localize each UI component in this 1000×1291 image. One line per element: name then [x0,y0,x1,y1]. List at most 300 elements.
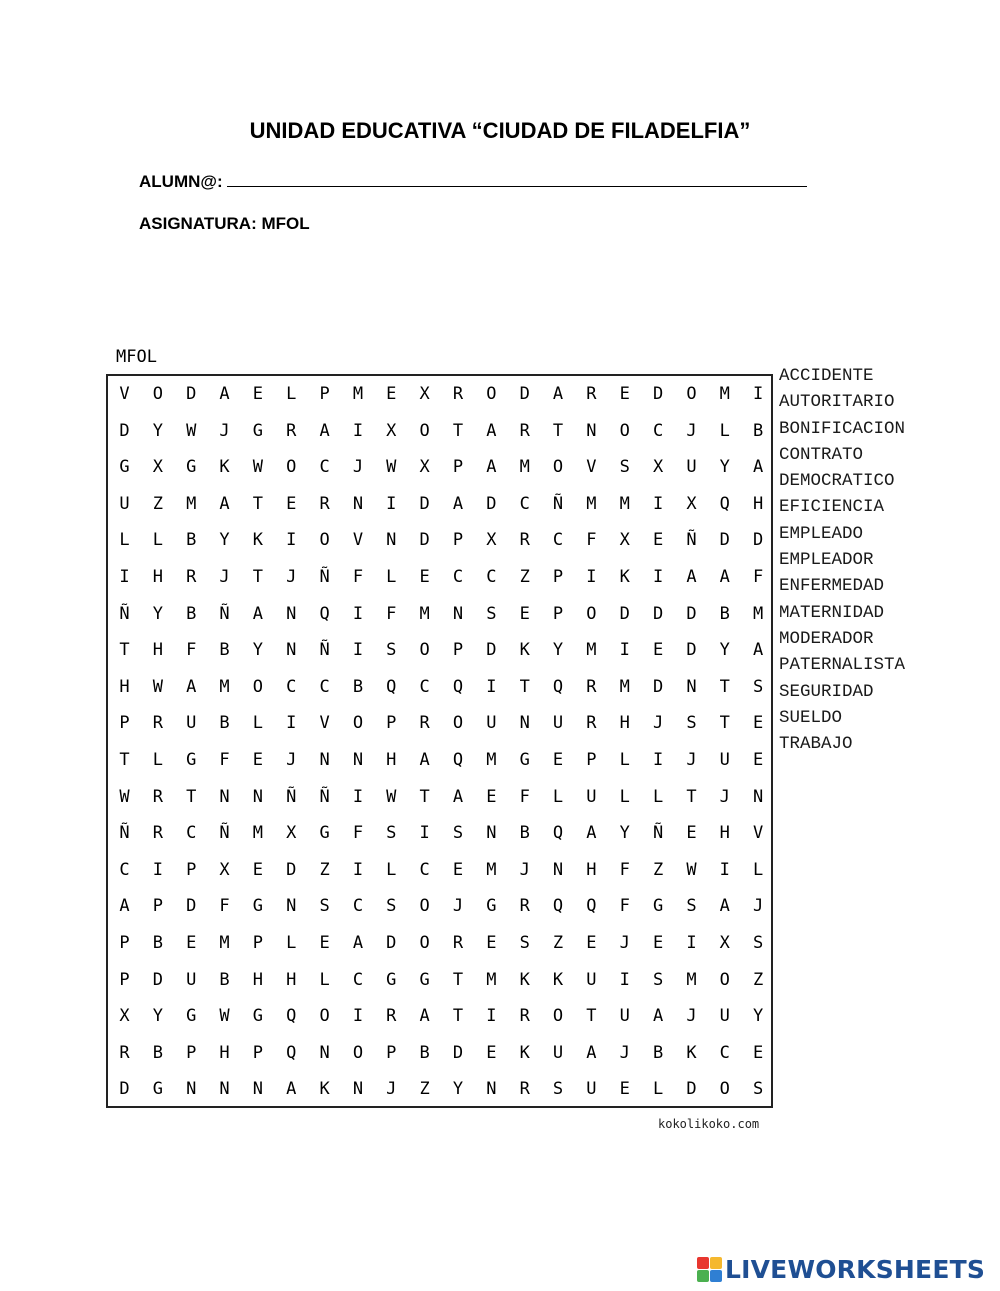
grid-letter[interactable]: T [552,420,564,441]
grid-letter[interactable]: G [252,1006,264,1027]
grid-letter[interactable]: C [119,859,130,880]
grid-letter[interactable]: S [753,676,764,697]
grid-letter[interactable]: E [252,384,264,404]
grid-letter[interactable]: U [552,1042,564,1063]
grid-letter[interactable]: A [652,1006,664,1027]
grid-letter[interactable]: M [519,457,530,478]
grid-letter[interactable]: O [552,457,564,478]
grid-letter[interactable]: Z [519,567,530,587]
grid-letter[interactable]: K [252,530,264,551]
grid-letter[interactable]: W [252,457,264,478]
grid-letter[interactable]: Ñ [319,640,330,661]
grid-letter[interactable]: N [319,1042,330,1063]
grid-letter[interactable]: M [419,603,430,624]
grid-letter[interactable]: R [519,1006,530,1027]
grid-letter[interactable]: X [219,859,230,880]
grid-letter[interactable]: V [352,530,364,551]
grid-letter[interactable]: H [719,823,730,844]
grid-letter[interactable]: M [486,969,497,990]
grid-letter[interactable]: U [619,1006,630,1027]
grid-letter[interactable]: I [686,933,697,953]
grid-letter[interactable]: L [386,859,397,880]
grid-letter[interactable]: R [452,933,464,953]
grid-letter[interactable]: L [286,933,297,953]
grid-letter[interactable]: O [286,457,297,478]
grid-letter[interactable]: E [652,640,664,661]
grid-letter[interactable]: A [552,384,564,404]
grid-letter[interactable]: L [252,713,264,734]
grid-letter[interactable]: R [186,567,197,587]
grid-letter[interactable]: D [286,859,297,880]
grid-letter[interactable]: J [352,457,364,478]
grid-letter[interactable]: A [452,786,464,807]
grid-letter[interactable]: C [519,493,530,514]
grid-letter[interactable]: F [753,567,764,587]
grid-letter[interactable]: O [486,384,497,404]
grid-letter[interactable]: N [452,603,464,624]
grid-letter[interactable]: G [252,420,264,441]
grid-letter[interactable]: W [152,676,163,697]
grid-letter[interactable]: I [419,823,430,844]
grid-letter[interactable]: Y [552,640,564,661]
grid-letter[interactable]: Y [152,1006,163,1027]
grid-letter[interactable]: B [152,933,163,953]
grid-letter[interactable]: A [319,420,330,441]
grid-letter[interactable]: L [286,384,297,404]
grid-letter[interactable]: M [219,676,230,697]
grid-letter[interactable]: R [286,420,297,441]
grid-letter[interactable]: C [419,859,430,880]
grid-letter[interactable]: L [319,969,330,990]
grid-letter[interactable]: T [686,786,697,807]
grid-letter[interactable]: O [419,896,430,917]
grid-letter[interactable]: F [352,823,364,844]
grid-letter[interactable]: Q [552,823,564,844]
grid-letter[interactable]: O [419,933,430,953]
grid-letter[interactable]: R [152,823,163,844]
grid-letter[interactable]: R [152,713,163,734]
grid-letter[interactable]: N [552,859,564,880]
grid-letter[interactable]: S [386,896,397,917]
grid-letter[interactable]: Ñ [319,567,330,587]
grid-letter[interactable]: N [486,823,497,844]
grid-letter[interactable]: U [686,457,697,478]
grid-letter[interactable]: P [119,713,130,734]
grid-letter[interactable]: P [119,933,130,953]
grid-letter[interactable]: J [386,1079,397,1100]
grid-letter[interactable]: I [352,603,364,624]
grid-letter[interactable]: J [686,420,697,441]
grid-letter[interactable]: I [586,567,597,587]
grid-letter[interactable]: I [486,1006,497,1027]
grid-letter[interactable]: S [753,1079,764,1100]
grid-letter[interactable]: T [519,676,530,697]
grid-letter[interactable]: Q [286,1006,297,1027]
grid-letter[interactable]: G [319,823,330,844]
grid-letter[interactable]: I [352,640,364,661]
grid-letter[interactable]: A [486,457,497,478]
grid-letter[interactable]: R [519,1079,530,1100]
grid-letter[interactable]: J [519,859,530,880]
grid-letter[interactable]: N [286,896,297,917]
grid-letter[interactable]: Z [152,493,163,514]
grid-letter[interactable]: D [619,603,630,624]
grid-letter[interactable]: V [319,713,330,734]
grid-letter[interactable]: D [486,493,497,514]
grid-letter[interactable]: K [552,969,564,990]
grid-letter[interactable]: S [686,713,697,734]
grid-letter[interactable]: U [586,969,597,990]
grid-letter[interactable]: C [486,567,497,587]
grid-letter[interactable]: G [119,457,130,478]
grid-letter[interactable]: R [586,676,597,697]
grid-letter[interactable]: I [352,859,364,880]
grid-letter[interactable]: N [352,493,364,514]
grid-letter[interactable]: T [719,713,730,734]
grid-letter[interactable]: I [352,1006,364,1027]
grid-letter[interactable]: J [219,567,230,587]
grid-letter[interactable]: E [252,750,264,770]
grid-letter[interactable]: P [586,750,597,770]
grid-letter[interactable]: U [186,969,197,990]
grid-letter[interactable]: N [586,420,597,441]
grid-letter[interactable]: M [686,969,697,990]
grid-letter[interactable]: O [319,1006,330,1027]
grid-letter[interactable]: A [186,676,197,697]
grid-letter[interactable]: F [619,896,630,917]
grid-letter[interactable]: D [652,676,664,697]
grid-letter[interactable]: G [186,457,197,478]
grid-letter[interactable]: S [486,603,497,624]
grid-letter[interactable]: B [152,1042,163,1063]
grid-letter[interactable]: Q [452,750,464,770]
grid-letter[interactable]: R [386,1006,397,1027]
grid-letter[interactable]: X [686,493,697,514]
grid-letter[interactable]: D [186,896,197,917]
grid-letter[interactable]: X [419,457,430,478]
grid-letter[interactable]: H [219,1042,230,1063]
grid-letter[interactable]: E [753,1042,764,1063]
grid-letter[interactable]: D [652,603,664,624]
grid-letter[interactable]: N [352,750,364,770]
grid-letter[interactable]: U [486,713,497,734]
grid-letter[interactable]: R [519,896,530,917]
grid-letter[interactable]: E [686,823,697,844]
grid-letter[interactable]: F [386,603,397,624]
grid-letter[interactable]: A [586,823,597,844]
grid-letter[interactable]: E [419,567,430,587]
grid-letter[interactable]: R [586,384,597,404]
grid-letter[interactable]: F [586,530,597,551]
grid-letter[interactable]: H [252,969,264,990]
grid-letter[interactable]: Q [719,493,730,514]
grid-letter[interactable]: O [619,420,630,441]
grid-letter[interactable]: J [619,1042,630,1063]
grid-letter[interactable]: H [152,640,163,661]
grid-letter[interactable]: P [119,969,130,990]
grid-letter[interactable]: T [452,1006,464,1027]
grid-letter[interactable]: E [486,1042,497,1063]
grid-letter[interactable]: P [386,713,397,734]
grid-letter[interactable]: A [753,457,764,478]
grid-letter[interactable]: D [519,384,530,404]
grid-letter[interactable]: D [386,933,397,953]
grid-letter[interactable]: P [319,384,330,404]
grid-letter[interactable]: P [552,603,564,624]
grid-letter[interactable]: S [652,969,664,990]
grid-letter[interactable]: H [753,493,764,514]
grid-letter[interactable]: O [319,530,330,551]
grid-letter[interactable]: C [452,567,464,587]
grid-letter[interactable]: R [319,493,330,514]
grid-letter[interactable]: O [452,713,464,734]
grid-letter[interactable]: O [152,384,163,404]
grid-letter[interactable]: C [352,896,364,917]
grid-letter[interactable]: M [252,823,264,844]
grid-letter[interactable]: I [286,530,297,551]
grid-letter[interactable]: Z [319,859,330,880]
grid-letter[interactable]: O [686,384,697,404]
grid-letter[interactable]: E [319,933,330,953]
grid-letter[interactable]: B [352,676,364,697]
grid-letter[interactable]: D [186,384,197,404]
grid-letter[interactable]: O [352,1042,364,1063]
grid-letter[interactable]: B [753,420,764,441]
grid-letter[interactable]: S [319,896,330,917]
grid-letter[interactable]: D [719,530,730,551]
grid-letter[interactable]: A [719,567,730,587]
grid-letter[interactable]: J [686,1006,697,1027]
grid-letter[interactable]: I [619,640,630,661]
grid-letter[interactable]: C [352,969,364,990]
grid-letter[interactable]: B [219,713,230,734]
student-name-blank[interactable] [227,172,807,187]
grid-letter[interactable]: F [519,786,530,807]
grid-letter[interactable]: H [152,567,163,587]
grid-letter[interactable]: G [519,750,530,770]
grid-letter[interactable]: B [219,969,230,990]
grid-letter[interactable]: T [719,676,730,697]
grid-letter[interactable]: B [186,530,197,551]
grid-letter[interactable]: M [486,750,497,770]
grid-letter[interactable]: O [552,1006,564,1027]
grid-letter[interactable]: D [119,1079,130,1100]
grid-letter[interactable]: I [719,859,730,880]
grid-letter[interactable]: O [252,676,264,697]
grid-letter[interactable]: Z [552,933,564,953]
grid-letter[interactable]: E [552,750,564,770]
grid-letter[interactable]: I [652,493,664,514]
grid-letter[interactable]: E [652,933,664,953]
grid-letter[interactable]: R [586,713,597,734]
grid-letter[interactable]: U [719,1006,730,1027]
grid-letter[interactable]: U [586,786,597,807]
grid-letter[interactable]: E [619,1079,630,1100]
grid-letter[interactable]: J [686,750,697,770]
grid-letter[interactable]: A [419,750,430,770]
grid-letter[interactable]: M [619,493,630,514]
grid-letter[interactable]: Z [753,969,764,990]
grid-letter[interactable]: Ñ [219,823,230,844]
grid-letter[interactable]: I [652,750,664,770]
grid-letter[interactable]: K [519,1042,530,1063]
grid-letter[interactable]: H [586,859,597,880]
grid-letter[interactable]: Ñ [652,823,664,844]
grid-letter[interactable]: P [186,859,197,880]
grid-letter[interactable]: M [352,384,364,404]
grid-letter[interactable]: S [386,823,397,844]
grid-letter[interactable]: D [419,493,430,514]
grid-letter[interactable]: U [719,750,730,770]
grid-letter[interactable]: C [319,676,330,697]
grid-letter[interactable]: R [152,786,163,807]
grid-letter[interactable]: Y [753,1006,764,1027]
grid-letter[interactable]: D [686,640,697,661]
grid-letter[interactable]: P [252,1042,264,1063]
grid-letter[interactable]: M [219,933,230,953]
grid-letter[interactable]: N [486,1079,497,1100]
grid-letter[interactable]: S [686,896,697,917]
grid-letter[interactable]: Y [152,420,163,441]
grid-letter[interactable]: H [619,713,630,734]
grid-letter[interactable]: L [552,786,564,807]
grid-letter[interactable]: E [252,859,264,880]
grid-letter[interactable]: O [719,969,730,990]
grid-letter[interactable]: B [419,1042,430,1063]
grid-letter[interactable]: K [219,457,230,478]
grid-letter[interactable]: U [552,713,564,734]
grid-letter[interactable]: J [452,896,464,917]
grid-letter[interactable]: D [686,603,697,624]
grid-letter[interactable]: J [219,420,230,441]
grid-letter[interactable]: L [753,859,764,880]
grid-letter[interactable]: W [219,1006,230,1027]
grid-letter[interactable]: C [319,457,330,478]
grid-letter[interactable]: C [652,420,664,441]
grid-letter[interactable]: M [753,603,764,624]
grid-letter[interactable]: E [486,786,497,807]
grid-letter[interactable]: A [419,1006,430,1027]
grid-letter[interactable]: I [352,420,364,441]
grid-letter[interactable]: C [719,1042,730,1063]
grid-letter[interactable]: M [486,859,497,880]
grid-letter[interactable]: E [619,384,630,404]
grid-letter[interactable]: N [252,786,264,807]
grid-letter[interactable]: O [419,420,430,441]
grid-letter[interactable]: C [419,676,430,697]
grid-letter[interactable]: O [419,640,430,661]
grid-letter[interactable]: N [252,1079,264,1100]
grid-letter[interactable]: I [753,384,764,404]
grid-letter[interactable]: V [586,457,597,478]
grid-letter[interactable]: I [152,859,163,880]
grid-letter[interactable]: E [186,933,197,953]
grid-letter[interactable]: T [586,1006,597,1027]
grid-letter[interactable]: B [719,603,730,624]
grid-letter[interactable]: J [719,786,730,807]
grid-letter[interactable]: X [719,933,730,953]
grid-letter[interactable]: F [219,896,230,917]
grid-letter[interactable]: Q [319,603,330,624]
grid-letter[interactable]: N [686,676,697,697]
grid-letter[interactable]: A [753,640,764,661]
grid-letter[interactable]: J [652,713,664,734]
grid-letter[interactable]: J [619,933,630,953]
grid-letter[interactable]: Ñ [552,493,564,514]
grid-letter[interactable]: A [686,567,697,587]
grid-letter[interactable]: N [753,786,764,807]
grid-letter[interactable]: N [386,530,397,551]
grid-letter[interactable]: F [219,750,230,770]
grid-letter[interactable]: B [186,603,197,624]
grid-letter[interactable]: J [753,896,764,917]
grid-letter[interactable]: S [552,1079,564,1100]
grid-letter[interactable]: N [219,786,230,807]
grid-letter[interactable]: Ñ [319,786,330,807]
grid-letter[interactable]: Q [386,676,397,697]
grid-letter[interactable]: T [186,786,197,807]
grid-letter[interactable]: A [252,603,264,624]
grid-letter[interactable]: K [519,640,530,661]
grid-letter[interactable]: N [286,640,297,661]
grid-letter[interactable]: W [386,457,397,478]
grid-letter[interactable]: W [386,786,397,807]
grid-letter[interactable]: A [119,896,130,917]
grid-letter[interactable]: E [753,750,764,770]
grid-letter[interactable]: D [452,1042,464,1063]
grid-letter[interactable]: G [252,896,264,917]
grid-letter[interactable]: N [286,603,297,624]
grid-letter[interactable]: P [386,1042,397,1063]
grid-letter[interactable]: X [486,530,497,551]
grid-letter[interactable]: K [519,969,530,990]
grid-letter[interactable]: I [386,493,397,514]
grid-letter[interactable]: L [386,567,397,587]
grid-letter[interactable]: W [119,786,130,807]
grid-letter[interactable]: P [452,640,464,661]
grid-letter[interactable]: D [486,640,497,661]
grid-letter[interactable]: E [519,603,530,624]
grid-letter[interactable]: H [119,676,130,697]
grid-letter[interactable]: M [619,676,630,697]
grid-letter[interactable]: L [619,750,630,770]
grid-letter[interactable]: X [386,420,397,441]
grid-letter[interactable]: T [419,786,430,807]
grid-letter[interactable]: Q [552,896,564,917]
grid-letter[interactable]: B [219,640,230,661]
grid-letter[interactable]: U [186,713,197,734]
grid-letter[interactable]: G [652,896,664,917]
grid-letter[interactable]: R [419,713,430,734]
grid-letter[interactable]: E [452,859,464,880]
grid-letter[interactable]: I [486,676,497,697]
grid-letter[interactable]: A [719,896,730,917]
grid-letter[interactable]: K [619,567,630,587]
grid-letter[interactable]: L [152,530,163,551]
grid-letter[interactable]: S [519,933,530,953]
grid-letter[interactable]: I [619,969,630,990]
grid-letter[interactable]: E [386,384,397,404]
grid-letter[interactable]: N [186,1079,197,1100]
grid-letter[interactable]: C [552,530,564,551]
grid-letter[interactable]: A [586,1042,597,1063]
grid-letter[interactable]: X [619,530,630,551]
grid-letter[interactable]: X [152,457,163,478]
grid-letter[interactable]: G [186,1006,197,1027]
grid-letter[interactable]: M [186,493,197,514]
grid-letter[interactable]: E [753,713,764,734]
grid-letter[interactable]: N [319,750,330,770]
